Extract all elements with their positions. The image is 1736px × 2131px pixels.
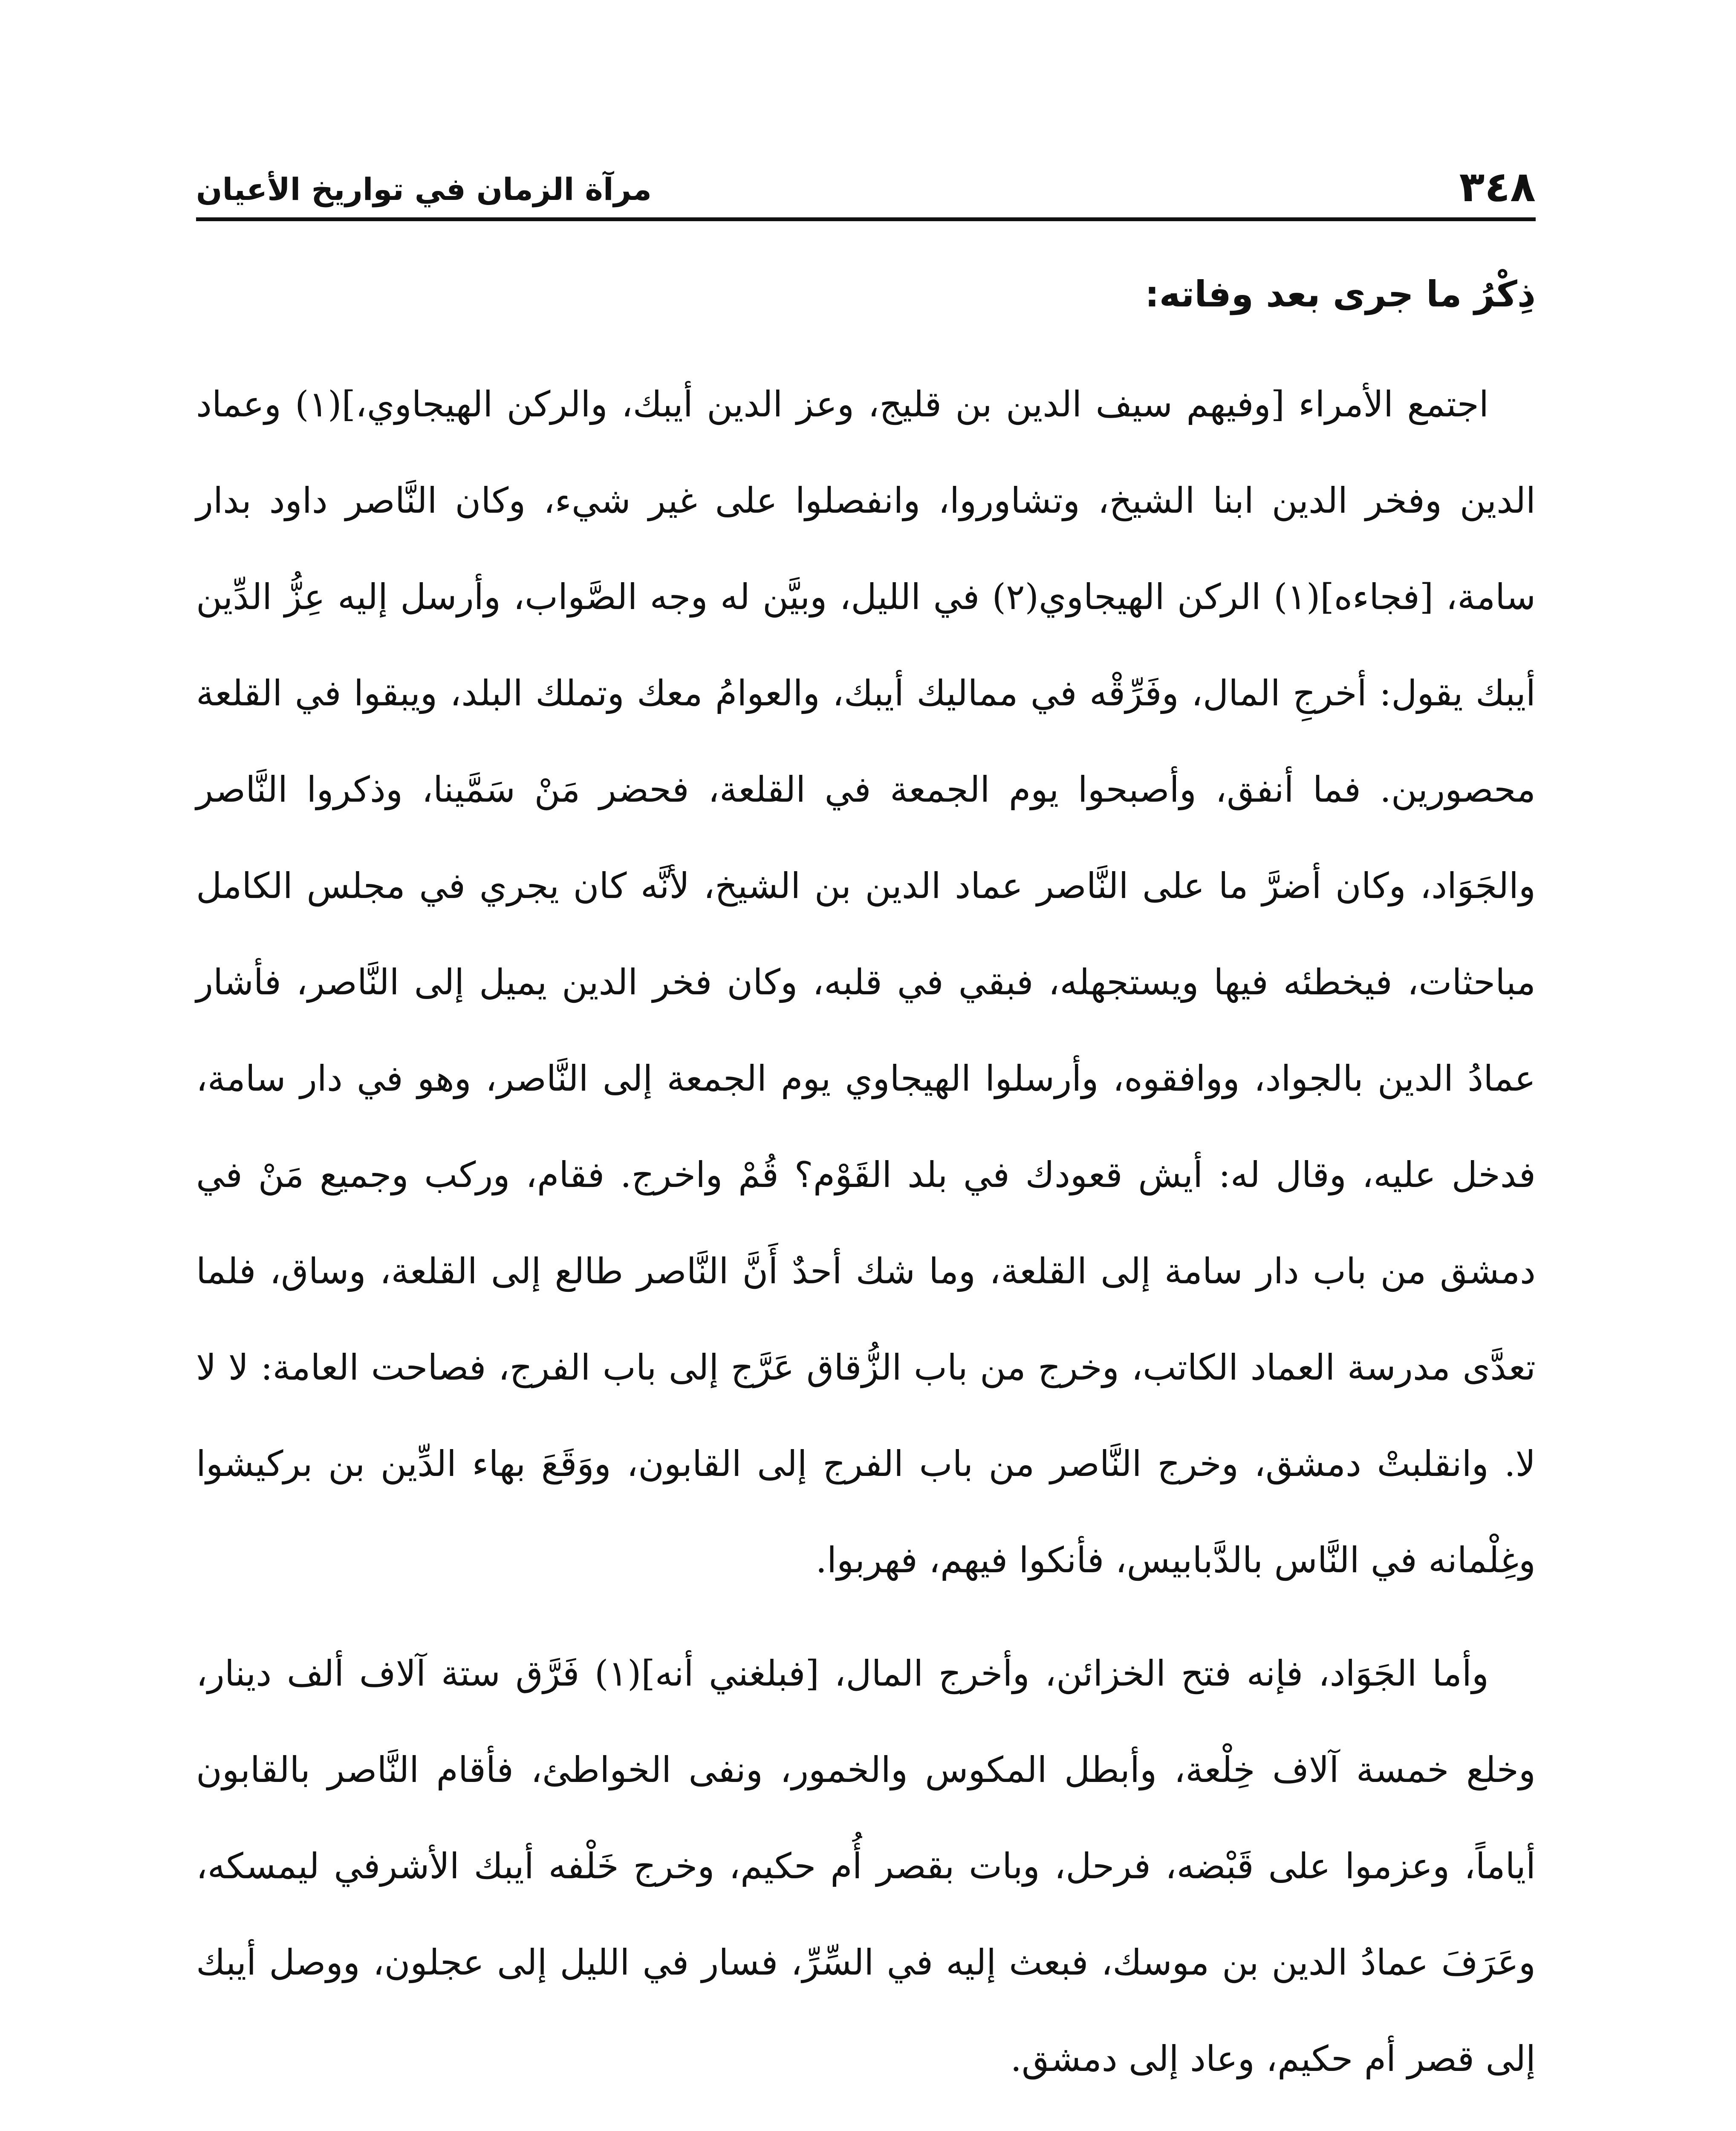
page-header	[196, 153, 1536, 221]
paragraph-1: اجتمع الأمراء [وفيهم سيف الدين بن قليج، وعز الدين أيبك، والركن الهيجاوي،](١) وعماد الدين وفخر الدين ابنا الشيخ، وتشاوروا، وانفصلوا على غير شيء، وكان النَّاصر داود بدار سامة، [فجاءه](١) الركن الهيجاوي(٢) في الليل، وبيَّن له وجه الصَّواب، وأرسل إليه عِزُّ الدِّين أيبك يقول: أخرجِ المال، وفَرِّقْه في مماليك أيبك، والعوامُ معك وتملك البلد، ويبقوا في القلعة محصورين. فما أنفق، وأصبحوا يوم الجمعة في القلعة، فحضر مَنْ سَمَّينا، وذكروا النَّاصر والجَوَاد، وكان أضرَّ ما على النَّاصر عماد الدين بن الشيخ، لأنَّه كان يجري في مجلس الكامل مباحثات، فيخطئه فيها ويستجهله، فبقي في قلبه، وكان فخر الدين يميل إلى النَّاصر، فأشار عمادُ الدين بالجواد، ووافقوه، وأرسلوا الهيجاوي يوم الجمعة إلى النَّاصر، وهو في دار سامة، فدخل عليه، وقال له: أيش قعودك في بلد القَوْم؟ قُمْ واخرج. فقام، وركب وجميع مَنْ في دمشق من باب دار سامة إلى القلعة، وما شك أحدٌ أَنَّ النَّاصر طالع إلى القلعة، وساق، فلما تعدَّى مدرسة العماد الكاتب، وخرج من باب الزُّقاق عَرَّج إلى باب الفرج، فصاحت العامة: لا لا لا. وانقلبتْ دمشق، وخرج النَّاصر من باب الفرج إلى القابون، ووَقَعَ بهاء الدِّين بن بركيشوا وغِلْمانه في النَّاس بالدَّبابيس، فأنكوا فيهم، فهربوا.	[196, 383, 1536, 1581]
paragraph-2: وأما الجَوَاد، فإنه فتح الخزائن، وأخرج المال، [فبلغني أنه](١) فَرَّق ستة آلاف ألف دينار، وخلع خمسة آلاف خِلْعة، وأبطل المكوس والخمور، ونفى الخواطئ، فأقام النَّاصر بالقابون أياماً، وعزموا على قَبْضه، فرحل، وبات بقصر أُم حكيم، وخرج خَلْفه أيبك الأشرفي ليمسكه، وعَرَفَ عمادُ الدين بن موسك، فبعث إليه في السِّرِّ، فسار في الليل إلى عجلون، ووصل أيبك إلى قصر أم حكيم، وعاد إلى دمشق.	[196, 1652, 1536, 2079]
page-number: ٣٤٨	[1459, 163, 1536, 211]
running-title: مرآة الزمان في تواريخ الأعيان	[196, 171, 652, 207]
main-text	[196, 273, 1536, 2124]
section-heading: ذِكْرُ ما جرى بعد وفاته:	[1145, 273, 1536, 315]
